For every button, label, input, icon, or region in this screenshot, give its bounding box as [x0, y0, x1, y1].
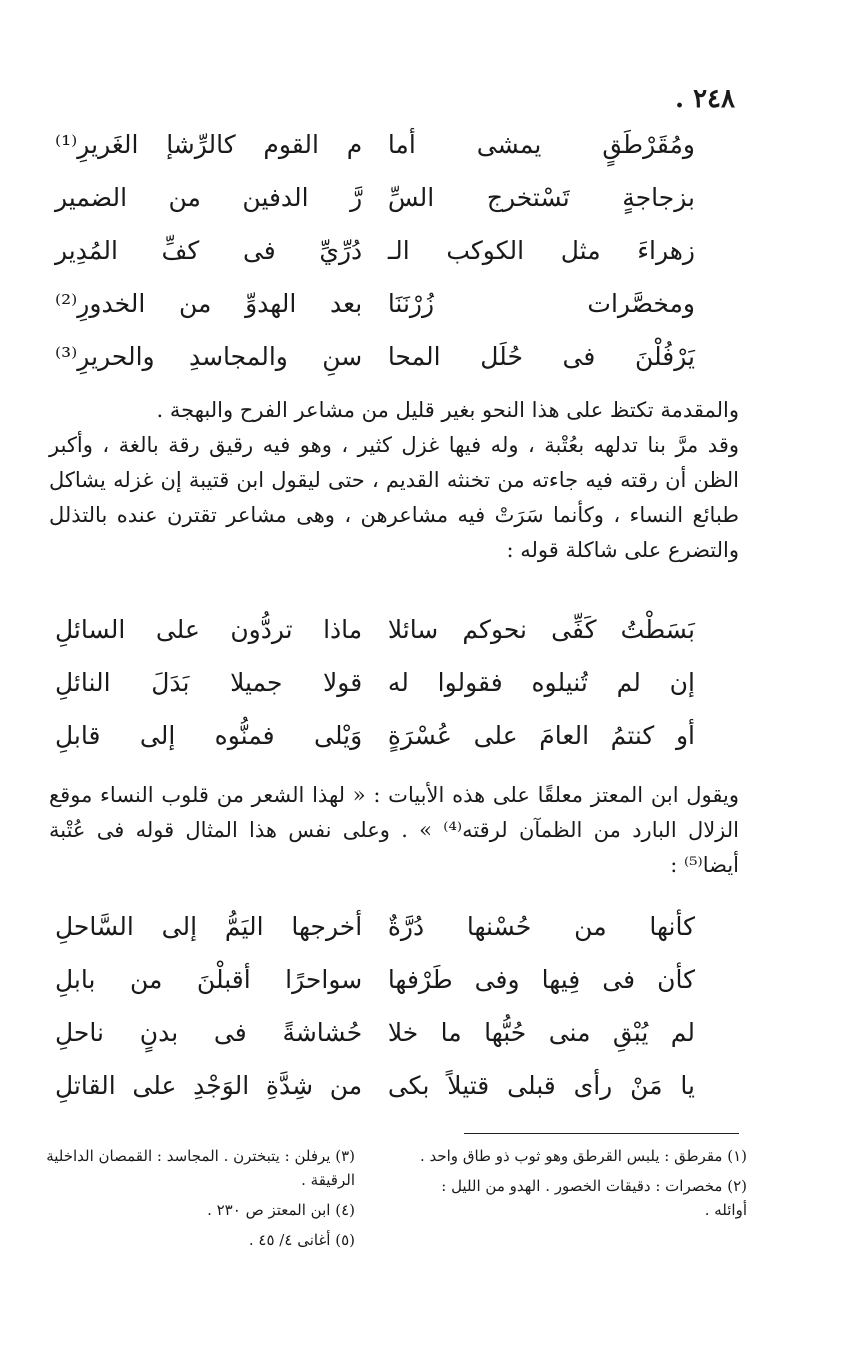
verse-line — [55, 668, 695, 721]
verse-hemistich-first: يَرْفُلْنَ فى حُلَل المحا — [387, 342, 695, 371]
verse-hemistich-second: من شِدَّةِ الوَجْدِ على القاتلِ — [55, 1071, 363, 1100]
verse-hemistich-second: أخرجها اليَمُّ إلى السَّاحلِ — [55, 912, 363, 941]
page-number: ٢٤٨ . — [674, 84, 735, 114]
verse-hemistich-first: ومخصَّرات زُرْنَنَا — [387, 289, 695, 318]
verse-line — [55, 721, 695, 774]
verse-hemistich-first: زهراءَ مثل الكوكب الـ — [387, 236, 695, 265]
verse-line — [55, 183, 695, 236]
verse-hemistich-second: وَيْلى فمنُّوه إلى قابلِ — [55, 721, 363, 750]
poem-block-2 — [55, 615, 695, 774]
verse-hemistich-first: كأن فى فِيها وفى طَرْفها — [387, 965, 695, 994]
verse-hemistich-second: رَّ الدفين من الضمير — [55, 183, 363, 212]
paragraph: والمقدمة تكتظ على هذا النحو بغير قليل من مشاعر الفرح والبهجة . — [156, 398, 739, 422]
verse-hemistich-first: ومُقَرْطَقٍ يمشى أما — [387, 130, 695, 159]
verse-line — [55, 130, 695, 183]
verse-line — [55, 1018, 695, 1071]
footnotes-column-left — [45, 1144, 355, 1258]
verse-hemistich-second: قولا جميلا بَدَلَ النائلِ — [55, 668, 363, 697]
poem-block-1 — [55, 130, 695, 395]
footnote: (١) مقرطق : يلبس القرطق وهو ثوب ذو طاق واحد . — [419, 1147, 747, 1165]
verse-line — [55, 236, 695, 289]
verse-line — [55, 289, 695, 342]
footnote: (٣) يرفلن : يتبخترن . المجاسد : القمصان الداخلية الرقيقة . — [46, 1147, 355, 1189]
verse-hemistich-second: حُشاشةً فى بدنٍ ناحلِ — [55, 1018, 363, 1047]
footnote: (٢) مخصرات : دقيقات الخصور . الهدو من الليل : أوائله . — [441, 1177, 747, 1219]
verse-hemistich-first: كأنها من حُسْنها دُرَّةٌ — [387, 912, 695, 941]
paragraph: وقد مرَّ بنا تدلهه بعُتْبة ، وله فيها غزل كثير ، وهو فيه رقيق رقة بالغة ، وأكبر الظن أن رقته فيه جاءته من تخنثه القديم ، حتى ليقول ابن قتيبة إن غزله يشاكل طبائع النساء ، وكأنما سَرَتْ فيه مشاعرهن ، وهى مشاعر تقترن عنده بالتذلل والتضرع على شاكلة قوله : — [49, 433, 739, 562]
verse-hemistich-first: لم يُبْقِ منى حُبُّها ما خلا — [387, 1018, 695, 1047]
verse-hemistich-second: بعد الهدوِّ من الخدورِ⁽²⁾ — [55, 289, 363, 318]
footnotes-column-right — [417, 1144, 747, 1228]
body-text-2 — [49, 778, 739, 883]
verse-hemistich-first: يا مَنْ رأى قبلى قتيلاً بكى — [387, 1071, 695, 1100]
paragraph: ويقول ابن المعتز معلقًا على هذه الأبيات : « لهذا الشعر من قلوب النساء موقع الزلال البارد من الظمآن لرقته⁽⁴⁾ » . وعلى نفس هذا المثال قوله فى عُتْبة أيضا⁽⁵⁾ : — [49, 783, 739, 877]
verse-line — [55, 965, 695, 1018]
verse-hemistich-second: دُرِّيِّ فى كفِّ المُدِير — [55, 236, 363, 265]
verse-hemistich-first: بزجاجةٍ تَسْتخرج السِّ — [387, 183, 695, 212]
verse-hemistich-first: أو كنتمُ العامَ على عُسْرَةٍ — [387, 721, 695, 750]
verse-hemistich-second: ماذا تردُّون على السائلِ — [55, 615, 363, 644]
poem-block-3 — [55, 912, 695, 1124]
verse-line — [55, 912, 695, 965]
verse-hemistich-first: إن لم تُنيلوه فقولوا له — [387, 668, 695, 697]
verse-line — [55, 1071, 695, 1124]
footnote: (٤) ابن المعتز ص ٢٣٠ . — [207, 1201, 355, 1219]
verse-line — [55, 615, 695, 668]
footnote: (٥) أغانى ٤/ ٤٥ . — [248, 1231, 355, 1249]
verse-hemistich-second: سنِ والمجاسدِ والحريرِ⁽³⁾ — [55, 342, 363, 371]
body-text-1 — [49, 393, 739, 568]
verse-line — [55, 342, 695, 395]
verse-hemistich-second: م القوم كالرِّشإ الغَريرِ⁽¹⁾ — [55, 130, 363, 159]
verse-hemistich-first: بَسَطْتُ كَفِّى نحوكم سائلا — [387, 615, 695, 644]
verse-hemistich-second: سواحرًا أقبلْنَ من بابلِ — [55, 965, 363, 994]
footnote-divider — [464, 1133, 739, 1134]
